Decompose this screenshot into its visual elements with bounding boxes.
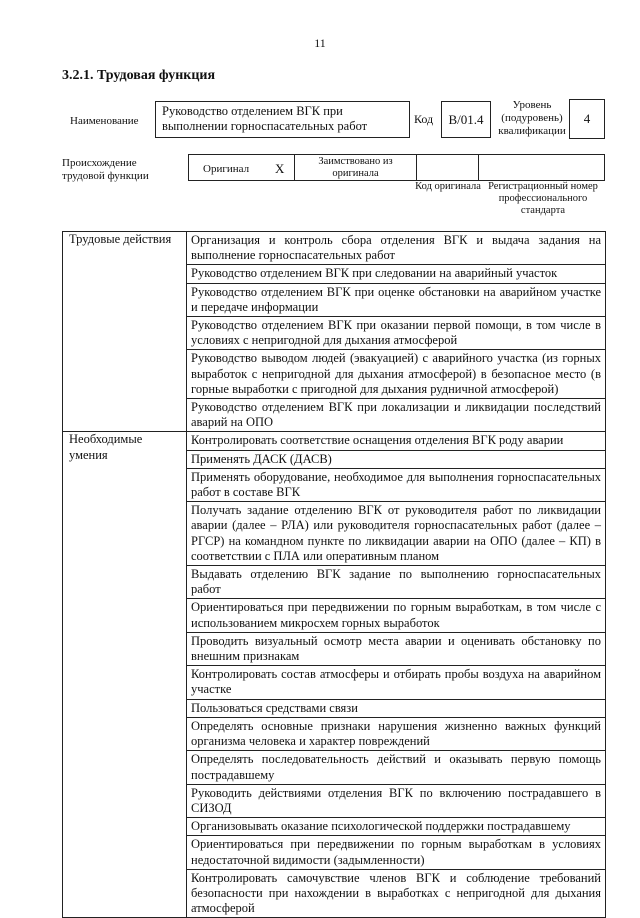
list-item: Применять ДАСК (ДАСВ) — [187, 450, 606, 468]
category-cell: Необходимые умения — [63, 432, 187, 918]
list-item: Контролировать самочувствие членов ВГК и соблюдение требований безопасности при нахождении в выработках с непригодной для дыхания атмосферой — [187, 869, 606, 918]
list-item: Применять оборудование, необходимое для выполнения горноспасательных работ в составе ВГК — [187, 468, 606, 501]
list-item: Контролировать состав атмосферы и отбирать пробы воздуха на аварийном участке — [187, 666, 606, 699]
list-item: Ориентироваться при передвижении по горным выработкам в условиях недостаточной видимости (задымленности) — [187, 836, 606, 869]
list-item: Организовывать оказание психологической поддержки пострадавшему — [187, 818, 606, 836]
list-item: Пользоваться средствами связи — [187, 699, 606, 717]
registration-number-caption: Регистрационный номер профессионального стандарта — [488, 181, 598, 216]
function-details-table — [62, 231, 606, 918]
list-item: Определять основные признаки нарушения жизненно важных функций организма человека и характер повреждений — [187, 717, 606, 750]
list-item: Руководить действиями отделения ВГК по включению пострадавшего в СИЗОД — [187, 784, 606, 817]
list-item: Выдавать отделению ВГК задание по выполнению горноспасательных работ — [187, 566, 606, 599]
list-item: Руководство выводом людей (эвакуацией) с аварийного участка (из горных выработок с непригодной для дыхания атмосферой) в безопасное место (в горные выработки с пригодной для дыхания рудничной атмосферой) — [187, 350, 606, 399]
list-item: Руководство отделением ВГК при следовании на аварийный участок — [187, 265, 606, 283]
list-item: Ориентироваться при передвижении по горным выработкам, в том числе с использованием микросхем горных выработок — [187, 599, 606, 632]
function-name-value: Руководство отделением ВГК при выполнении горноспасательных работ — [155, 101, 410, 138]
list-item: Организация и контроль сбора отделения ВГК и выдача задания на выполнение горноспасательных работ — [187, 232, 606, 265]
code-label: Код — [414, 112, 434, 126]
table-row — [63, 432, 606, 450]
code-value: В/01.4 — [441, 101, 491, 138]
section-title: 3.2.1. Трудовая функция — [62, 68, 216, 83]
category-cell: Трудовые действия — [63, 232, 187, 432]
list-item: Получать задание отделению ВГК от руководителя работ по ликвидации аварии (далее – РЛА) или руководителя горноспасательных работ (далее – РГСР) на командном пункте по ликвидации аварии на ОПО (далее – КП) в соответствии с ПЛА или оперативным планом — [187, 502, 606, 566]
qualification-level-label: Уровень (подуровень) квалификации — [498, 99, 566, 137]
list-item: Проводить визуальный осмотр места аварии и оценивать обстановку по внешним признакам — [187, 632, 606, 665]
original-mark: X — [275, 161, 285, 176]
list-item: Определять последовательность действий и оказывать первую помощь пострадавшему — [187, 751, 606, 784]
list-item: Руководство отделением ВГК при оказании первой помощи, в том числе в условиях с непригодной для дыхания атмосферой — [187, 317, 606, 350]
origin-reg-cell — [479, 155, 604, 180]
origin-label: Происхождение трудовой функции — [62, 157, 149, 182]
list-item: Руководство отделением ВГК при локализации и ликвидации последствий аварий на ОПО — [187, 399, 606, 432]
origin-borrowed-cell — [295, 155, 417, 180]
origin-original-cell — [189, 155, 295, 180]
table-row — [63, 232, 606, 265]
origin-code-cell — [417, 155, 479, 180]
page-number: 11 — [314, 36, 326, 50]
origin-table — [188, 154, 605, 181]
list-item: Руководство отделением ВГК при оценке обстановки на аварийном участке и передаче информации — [187, 283, 606, 316]
qualification-level-value: 4 — [569, 99, 605, 139]
original-code-caption: Код оригинала — [415, 181, 481, 192]
borrowed-label: Заимствовано из оригинала — [318, 156, 393, 179]
name-label: Наименование — [70, 115, 139, 127]
list-item: Контролировать соответствие оснащения отделения ВГК роду аварии — [187, 432, 606, 450]
original-label: Оригинал — [203, 163, 250, 175]
